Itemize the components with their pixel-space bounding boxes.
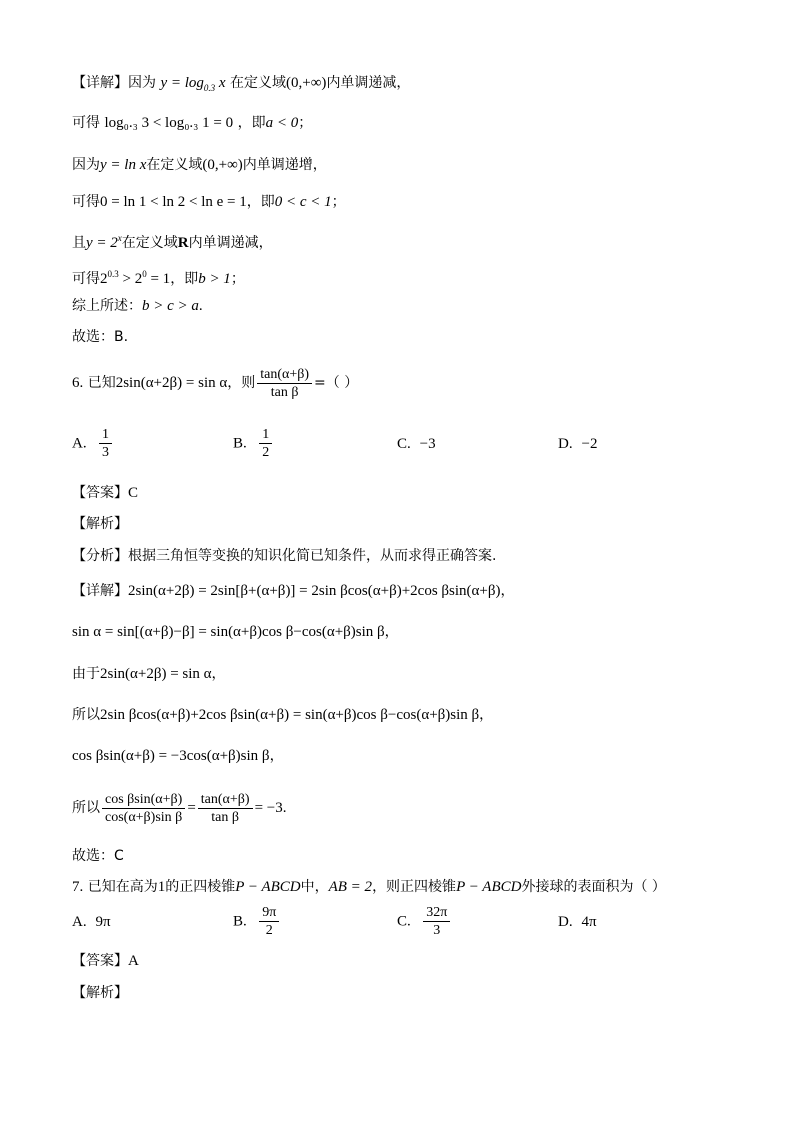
q6-detail-5: cos βsin(α+β) = −3cos(α+β)sin β，: [72, 748, 284, 764]
q6-detail-4: 所以2sin βcos(α+β)+2cos βsin(α+β) = sin(α+β)cos β−cos(α+β)sin β，: [72, 707, 494, 723]
q6-analysis: 【分析】根据三角恒等变换的知识化简已知条件，从而求得正确答案.: [72, 548, 497, 564]
q7-option-a: A. 9π: [72, 914, 111, 930]
q6-analysis-tag: 【解析】: [72, 516, 128, 532]
q6-detail-1: 【详解】2sin(α+2β) = 2sin[β+(α+β)] = 2sin βcos(α+β)+2cos βsin(α+β)，: [72, 583, 515, 599]
sol5-line-5: 且$y = 2^x$在定义域R内单调递减，: [72, 233, 273, 251]
sol5-choice: 故选：B.: [72, 329, 129, 345]
q7-answer: 【答案】A: [72, 953, 139, 969]
q6-choice: 故选：C: [72, 848, 124, 864]
q7-option-d: D. 4π: [558, 914, 597, 930]
sol5-line-7: 综上所述：b > c > a.: [72, 298, 203, 314]
sol5-line-2: 可得 log₀.₃ 3 < log₀.₃ 1 = 0 ，即a < 0；: [72, 115, 313, 131]
q6-stem: 6. 已知2sin(α+2β) = sin α，则 $\frac{\tan(\alpha+\beta)}{\text{tan β}}$ =（ ）: [72, 366, 359, 400]
q7-analysis-tag: 【解析】: [72, 985, 128, 1001]
q7-option-c: C. $\frac{32\pi}{3}$: [397, 904, 452, 939]
q6-answer: 【答案】C: [72, 485, 139, 501]
q7-stem: 7. 已知在高为1的正四棱锥P − ABCD中，AB = 2，则正四棱锥P − ABCD外接球的表面积为（ ）: [72, 879, 666, 895]
q6-option-c: C. −3: [397, 436, 436, 452]
q6-detail-2: sin α = sin[(α+β)−β] = sin(α+β)cos β−cos(α+β)sin β，: [72, 624, 399, 640]
sol5-line-3: 因为y = ln x在定义域(0,+∞)内单调递增，: [72, 157, 327, 173]
q6-option-d: D. −2: [558, 436, 598, 452]
q6-option-b: B. $\frac{1}{2}$: [233, 426, 274, 461]
q7-option-b: B. $\frac{9\pi}{2}$: [233, 904, 281, 939]
sol5-line-6: 可得$2^{0.3} > 2^0 = 1$，即b > 1；: [72, 269, 245, 287]
sol5-line-4: 可得0 = ln 1 < ln 2 < ln e = 1，即0 < c < 1；: [72, 194, 346, 210]
q6-option-a: A. $\frac{1}{3}$: [72, 426, 114, 461]
q6-detail-6: 所以 $\frac{\text{cos βsin(α+β)}}{\text{cos(α+β)sin β}}$ = $\frac{\tan(\alpha+\beta)}{\text{tan β}}$ = −3.: [72, 791, 287, 825]
q6-fraction: $\frac{\tan(\alpha+\beta)}{\text{tan β}}$: [257, 366, 312, 401]
q6-detail-3: 由于2sin(α+2β) = sin α，: [72, 666, 226, 682]
sol5-line-1: 【详解】因为 $y = \log_{0.3} x$ 在定义域(0,+∞)内单调递减，: [72, 75, 411, 93]
